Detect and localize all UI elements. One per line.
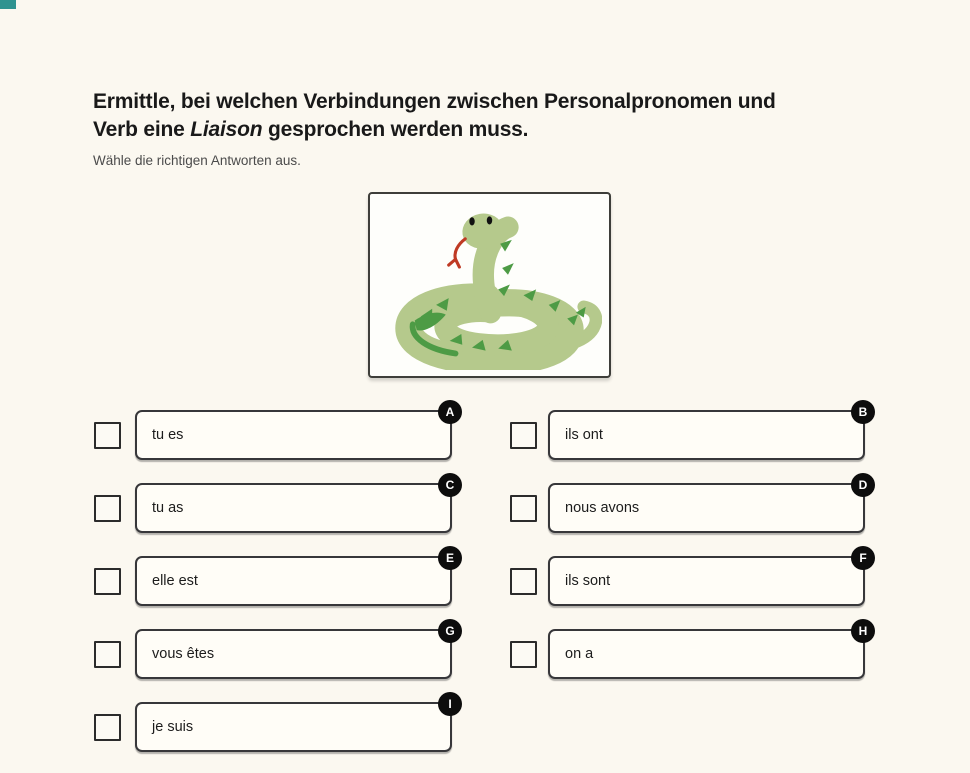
answer-option-b[interactable] (548, 405, 868, 460)
answer-option-e[interactable] (135, 551, 454, 606)
answer-label: ils ont (565, 427, 603, 443)
answer-letter-badge: A (438, 400, 462, 424)
answer-label: je suis (152, 719, 194, 735)
title-line1: Ermittle, bei welchen Verbindungen zwischen Personalpronomen und (93, 90, 776, 113)
answer-label: tu es (152, 427, 184, 443)
answer-label: vous êtes (152, 646, 215, 662)
answer-checkbox-b[interactable] (510, 422, 537, 449)
answer-checkbox-g[interactable] (94, 641, 121, 668)
answer-checkbox-e[interactable] (94, 568, 121, 595)
answer-letter-badge: F (851, 546, 875, 570)
title-line2-pre: Verb eine (93, 118, 191, 141)
title-line2-post: gesprochen werden muss. (262, 118, 529, 141)
answer-option-c[interactable] (135, 478, 455, 533)
answer-checkbox-i[interactable] (94, 714, 121, 741)
snake-tongue (449, 239, 466, 267)
answer-label: tu as (152, 500, 184, 516)
answer-letter-badge: I (438, 692, 462, 716)
answer-letter-badge: D (851, 473, 875, 497)
snake-eye (487, 216, 492, 224)
title-italic-term: Liaison (190, 118, 263, 141)
answer-letter-badge: C (438, 473, 462, 497)
answer-letter-badge: G (438, 619, 462, 643)
snake-illustration (377, 200, 602, 370)
answer-option-h[interactable] (548, 624, 868, 679)
quiz-title (93, 88, 893, 144)
answer-checkbox-a[interactable] (94, 422, 121, 449)
answer-option-d[interactable] (548, 478, 868, 533)
answer-letter-badge: E (438, 546, 462, 570)
answer-checkbox-f[interactable] (510, 568, 537, 595)
answer-checkbox-h[interactable] (510, 641, 537, 668)
answer-option-g[interactable] (135, 624, 455, 679)
answer-option-a[interactable] (135, 405, 455, 460)
answer-label: on a (565, 646, 594, 662)
answer-option-f[interactable] (548, 551, 867, 606)
instruction-text: Wähle die richtigen Antworten aus. (93, 153, 301, 168)
answer-checkbox-d[interactable] (510, 495, 537, 522)
answer-letter-badge: B (851, 400, 875, 424)
answer-label: ils sont (565, 573, 611, 589)
answer-checkbox-c[interactable] (94, 495, 121, 522)
snake-eye (469, 217, 474, 225)
snake-image-card (368, 192, 611, 378)
answer-label: elle est (152, 573, 198, 589)
answer-label: nous avons (565, 500, 640, 516)
answer-letter-badge: H (851, 619, 875, 643)
answer-option-i[interactable] (135, 697, 452, 752)
corner-accent (0, 0, 16, 9)
